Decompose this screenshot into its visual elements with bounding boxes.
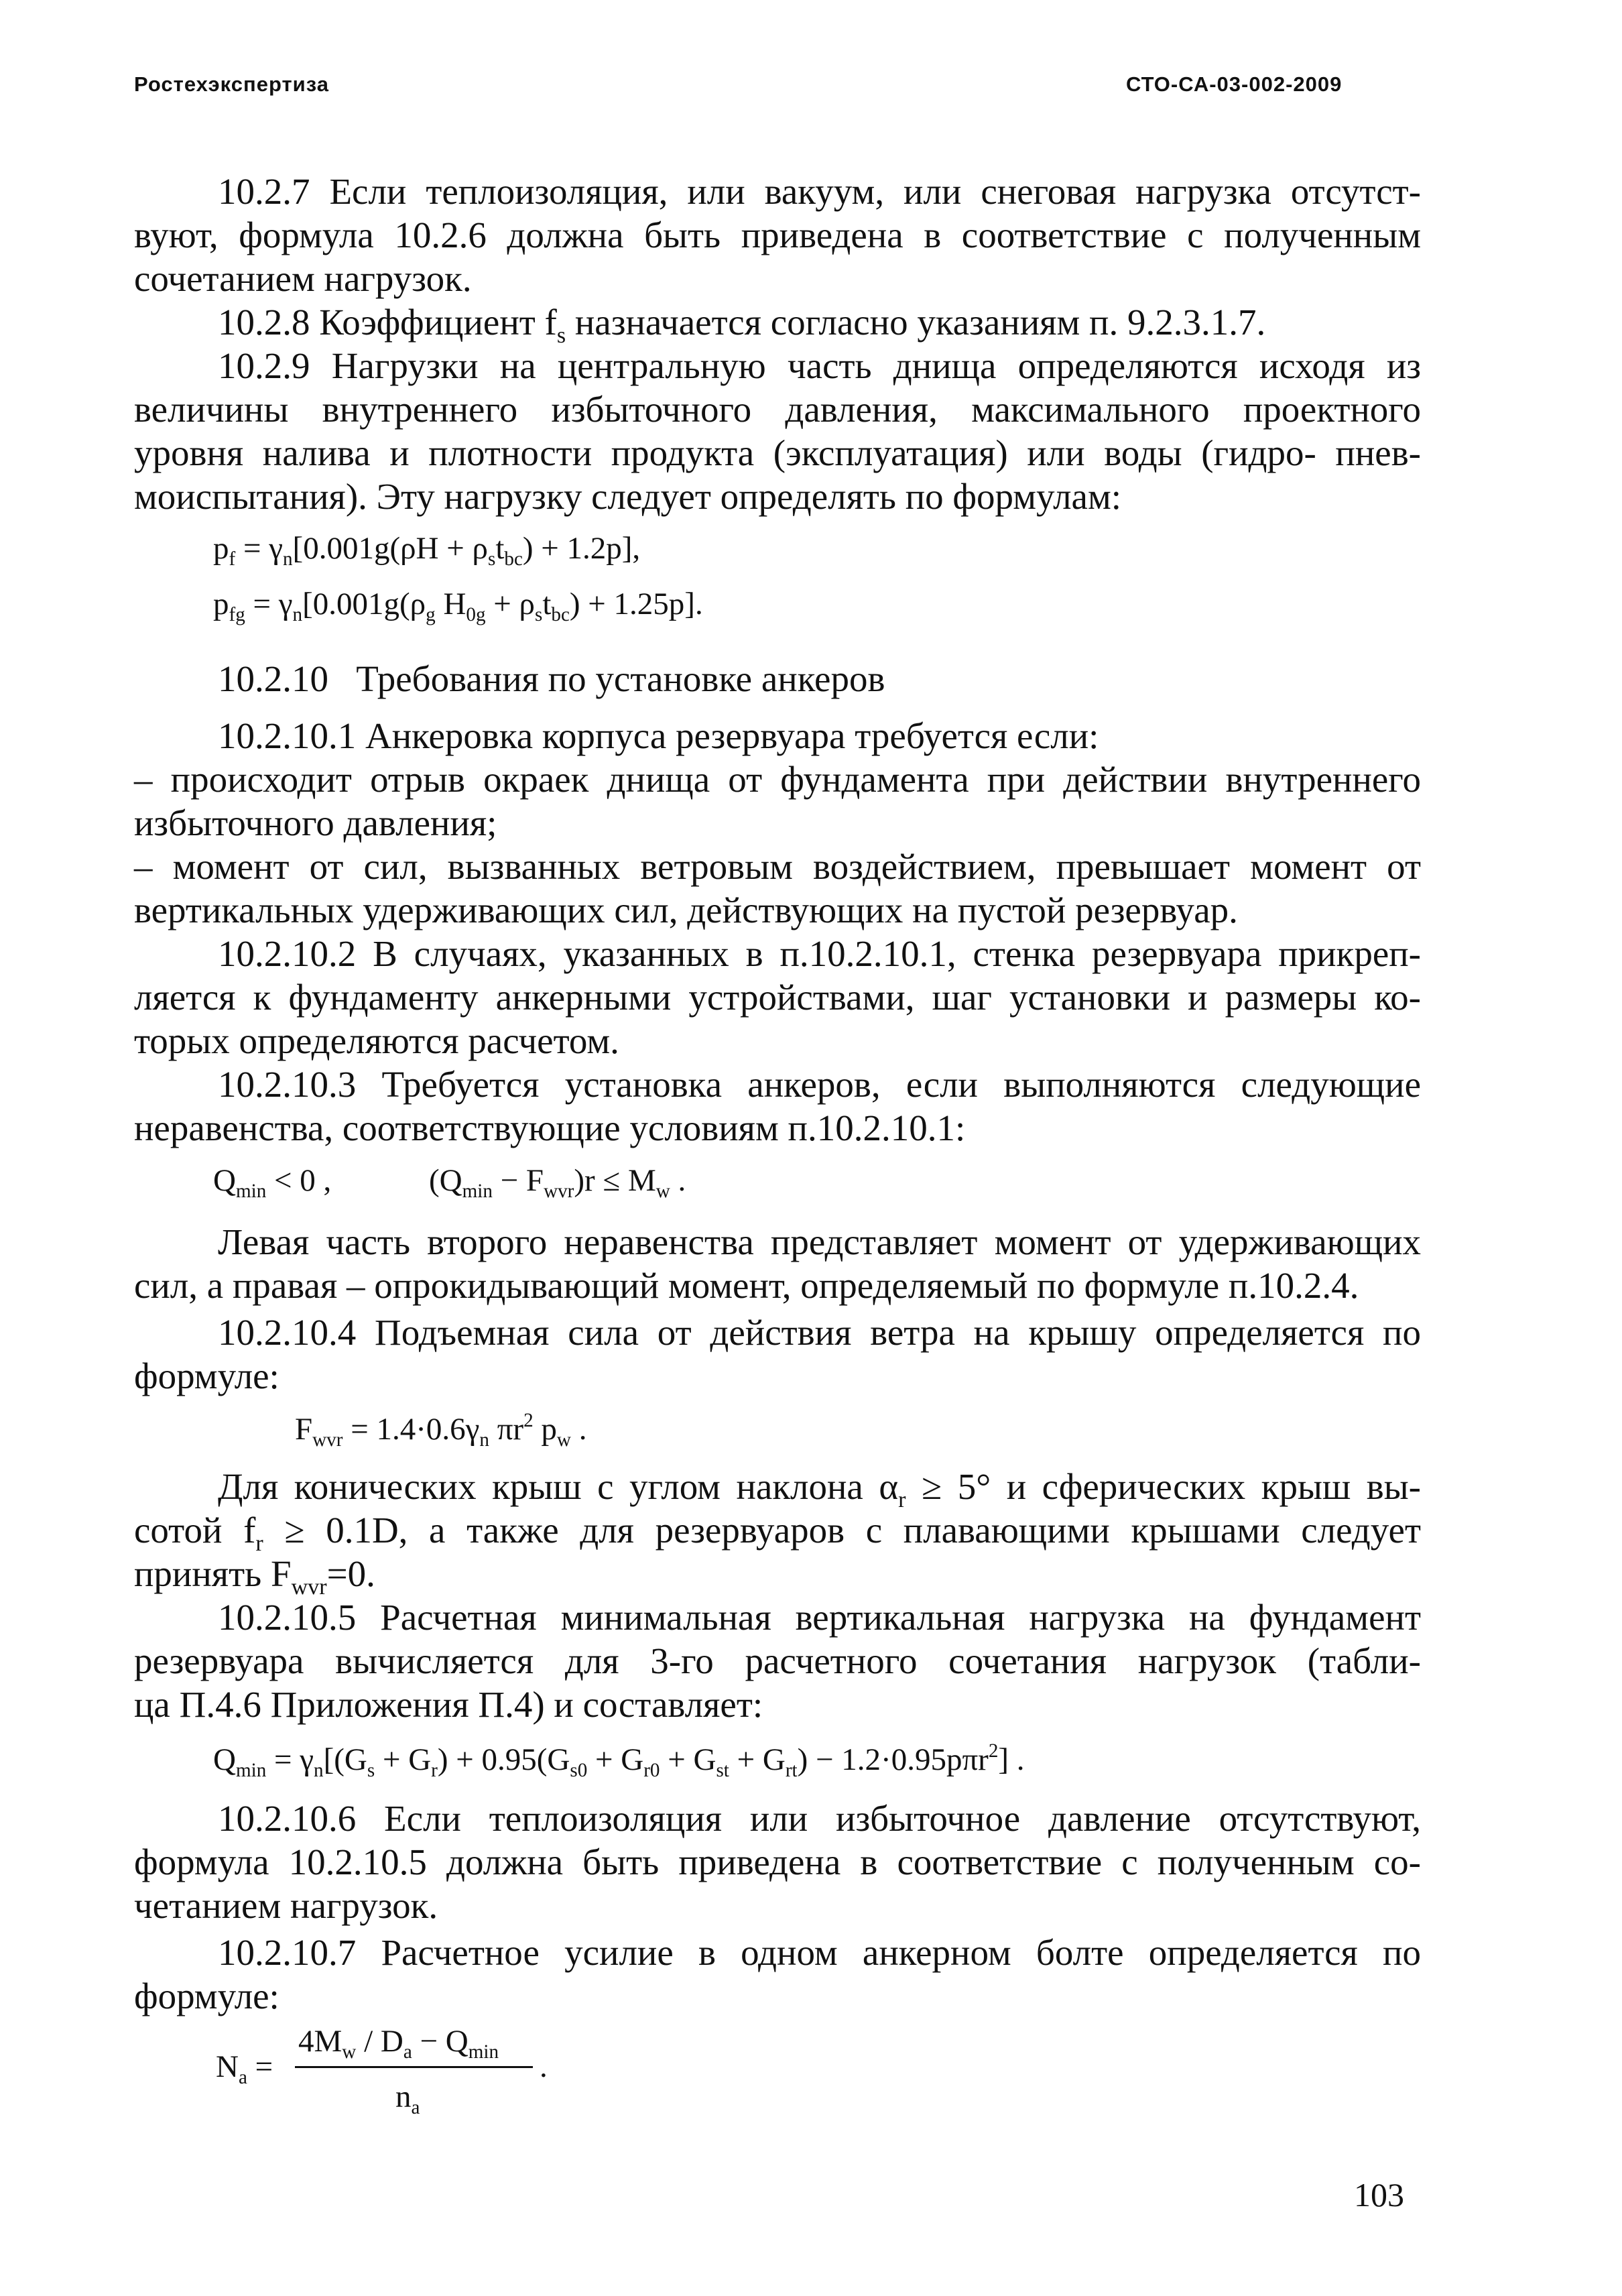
text-line: 10.2.9 Нагрузки на центральную часть днища определяются исходя из (218, 345, 1421, 386)
text-line: сил, а правая – опрокидывающий момент, определяемый по формуле п.10.2.4. (134, 1265, 1359, 1306)
text-line: уровня налива и плотности продукта (эксплуатация) или воды (гидро- пнев- (134, 432, 1421, 473)
text-line: формуле: (134, 1355, 279, 1396)
formula-fwvr: $F_{wvr} = 1.4\cdot 0.6\gamma_n$ $\pi r^2$ $p_w$ . (295, 1410, 587, 1451)
text-line: 10.2.10.5 Расчетная минимальная вертикальная нагрузка на фундамент (218, 1597, 1421, 1638)
text-line: 10.2.10.3 Требуется установка анкеров, если выполняются следующие (218, 1064, 1421, 1105)
formula-na-lhs: $N_a$ = (216, 2049, 273, 2089)
text-line: принять $F_{wvr}=0$. (134, 1553, 375, 1599)
page-number: 103 (1354, 2176, 1404, 2214)
text-line: сочетанием нагрузок. (134, 258, 472, 299)
text-line: неравенства, соответствующие условиям п.10.2.10.1: (134, 1107, 966, 1148)
text-line: – происходит отрыв окраек днища от фундамента при действии внутреннего (134, 759, 1421, 800)
text-line: формула 10.2.10.5 должна быть приведена в соответствие с полученным со- (134, 1841, 1421, 1882)
text-line: четанием нагрузок. (134, 1885, 438, 1926)
text-line: 10.2.7 Если теплоизоляция, или вакуум, или снеговая нагрузка отсутст- (218, 171, 1421, 212)
text-line: 10.2.10.4 Подъемная сила от действия ветра на крышу определяется по (218, 1312, 1421, 1353)
text-line: сотой $f_r \ge 0.1D$, а также для резервуаров с плавающими крышами следует (134, 1510, 1422, 1556)
text-line: Для конических крыш с углом наклона $\alpha_r \ge 5^\circ$ и сферических крыш вы- (218, 1466, 1421, 1512)
text-line: Левая часть второго неравенства представляет момент от удерживающих (218, 1221, 1421, 1262)
formula-inequality-2: $(Q_{min} - F_{wvr})r \le M_w$ . (429, 1163, 686, 1203)
text-line: 10.2.10.7 Расчетное усилие в одном анкерном болте определяется по (218, 1932, 1421, 1973)
text-line: вертикальных удерживающих сил, действующих на пустой резервуар. (134, 890, 1238, 930)
text-line: формуле: (134, 1976, 279, 2016)
text-line: резервуара вычисляется для 3-го расчетного сочетания нагрузок (табли- (134, 1640, 1421, 1681)
header-doc-code: СТО-СА-03-002-2009 (1126, 72, 1343, 96)
text-line: торых определяются расчетом. (134, 1020, 619, 1061)
text-line: ца П.4.6 Приложения П.4) и составляет: (134, 1684, 763, 1725)
text-line: – момент от сил, вызванных ветровым воздействием, превышает момент от (134, 846, 1421, 887)
formula-pfg: $p_{fg} = \gamma_n[0.001g(\rho_g$ $H_{0g} + \rho_st_{bc}) + 1.25p$]. (213, 587, 703, 626)
formula-qmin: $Q_{min} = \gamma_n[(G_s + G_r) + 0.95(G_{s0} + G_{r0} + G_{st} + G_{rt}) - 1.2\cdot 0.95p\pi r^2]$ . (213, 1740, 1025, 1782)
text-line: 10.2.10.2 В случаях, указанных в п.10.2.10.1, стенка резервуара прикреп- (218, 933, 1421, 974)
text-line: избыточного давления; (134, 802, 497, 843)
fraction-bar (295, 2066, 533, 2068)
text-line: величины внутреннего избыточного давления, максимального проектного (134, 389, 1421, 430)
text-line: 10.2.10.6 Если теплоизоляция или избыточное давление отсутствуют, (218, 1798, 1421, 1839)
text-line: 10.2.10.1 Анкеровка корпуса резервуара требуется если: (218, 715, 1099, 756)
text-line: 10.2.8 Коэффициент $f_s$ назначается согласно указаниям п. 9.2.3.1.7. (218, 302, 1266, 348)
formula-na-numerator: $4M_w / D_a - Q_{min}$ (298, 2024, 499, 2063)
formula-na-denominator: $n_a$ (395, 2079, 420, 2119)
formula-na-period: . (540, 2049, 548, 2084)
text-line: ляется к фундаменту анкерными устройствами, шаг установки и размеры ко- (134, 977, 1421, 1018)
formula-pf: $p_f = \gamma_n[0.001g(\rho H + \rho_st_{bc}) + 1.2p]$, (213, 531, 641, 570)
text-line: вуют, формула 10.2.6 должна быть приведена в соответствие с полученным (134, 215, 1421, 255)
section-heading: 10.2.10 Требования по установке анкеров (218, 658, 885, 699)
text-line: моиспытания). Эту нагрузку следует определять по формулам: (134, 476, 1122, 517)
header-org: Ростехэкспертиза (134, 72, 329, 96)
formula-inequality-1: $Q_{min} < 0$ , (213, 1163, 332, 1203)
